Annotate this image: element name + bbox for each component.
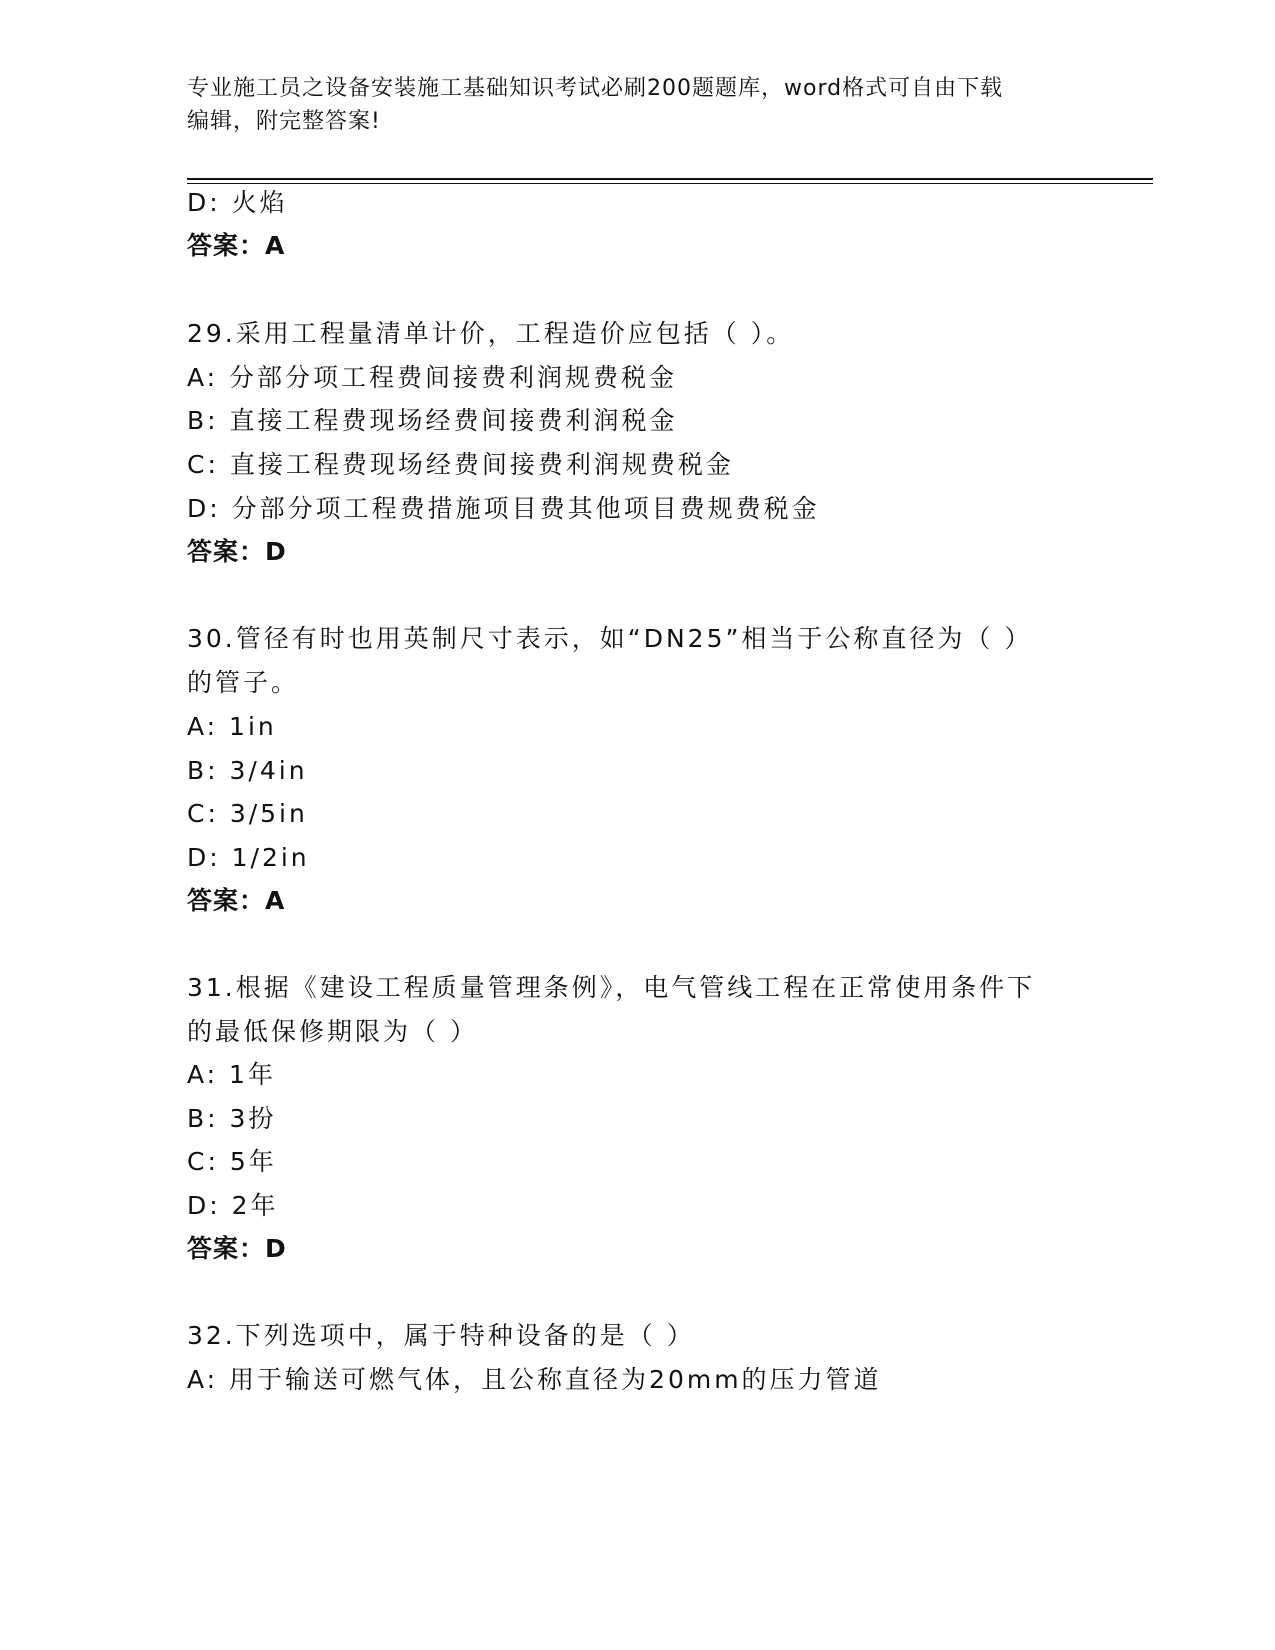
q29-answer: 答案：D: [187, 537, 287, 566]
q30-stem-line-1: 30.管径有时也用英制尺寸表示，如“DN25”相当于公称直径为（ ）: [187, 624, 1033, 653]
q30-stem-line-2: 的管子。: [187, 668, 300, 697]
document-header: [187, 72, 1087, 138]
header-title-line-1: 专业施工员之设备安装施工基础知识考试必刷200题题库，word格式可自由下载: [187, 76, 1004, 101]
q31-option-a: A: 1年: [187, 1060, 276, 1089]
q31-option-b: B: 3扮: [187, 1104, 277, 1133]
header-divider-thin: [187, 183, 1153, 184]
header-divider-thick: [187, 178, 1153, 180]
q29-option-a: A: 分部分项工程费间接费利润规费税金: [187, 363, 678, 392]
q32-option-a: A: 用于输送可燃气体，且公称直径为20mm的压力管道: [187, 1365, 882, 1394]
header-title-line-2: 编辑，附完整答案!: [187, 109, 381, 134]
q32-stem: 32.下列选项中，属于特种设备的是（ ）: [187, 1321, 695, 1350]
q29-option-b: B: 直接工程费现场经费间接费利润税金: [187, 406, 678, 435]
q31-option-c: C: 5年: [187, 1147, 277, 1176]
q28-option-d: D: 火焰: [187, 188, 288, 217]
q31-answer: 答案：D: [187, 1234, 287, 1263]
q31-stem-line-2: 的最低保修期限为（ ）: [187, 1017, 478, 1046]
q30-option-d: D: 1/2in: [187, 843, 310, 872]
q30-answer: 答案：A: [187, 886, 286, 915]
q28-answer: 答案：A: [187, 231, 286, 260]
q31-option-d: D: 2年: [187, 1191, 279, 1220]
q30-option-b: B: 3/4in: [187, 756, 308, 785]
q29-option-d: D: 分部分项工程费措施项目费其他项目费规费税金: [187, 494, 820, 523]
q29-option-c: C: 直接工程费现场经费间接费利润规费税金: [187, 450, 734, 479]
q30-option-c: C: 3/5in: [187, 799, 308, 828]
q29-stem: 29.采用工程量清单计价，工程造价应包括（ ）。: [187, 319, 795, 348]
q31-stem-line-1: 31.根据《建设工程质量管理条例》，电气管线工程在正常使用条件下: [187, 973, 1036, 1002]
q30-option-a: A: 1in: [187, 712, 277, 741]
